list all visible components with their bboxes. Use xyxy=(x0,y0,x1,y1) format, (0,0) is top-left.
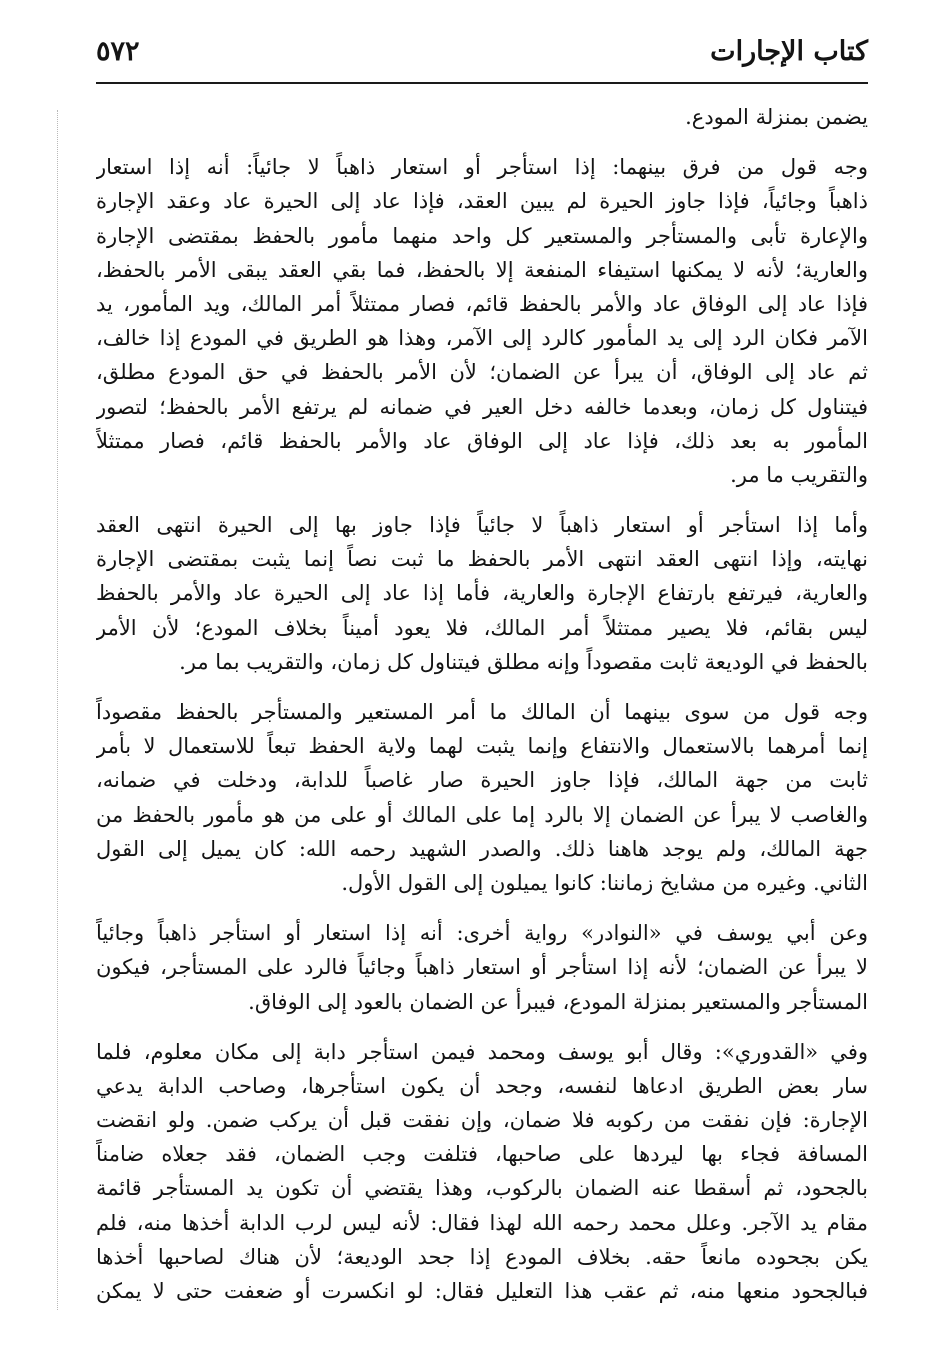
text-line: جهة المالك، ولم يوجد هاهنا ذلك. والصدر الشهيد رحمه الله: كان يميل إلى القول xyxy=(96,836,868,861)
text-line: الثاني. وغيره من مشايخ زماننا: كانوا يميلون إلى القول الأول. xyxy=(341,870,868,895)
page-number: ٥٧٢ xyxy=(96,36,140,67)
text-line: والتقريب ما مر. xyxy=(730,462,868,487)
text-line: فبالجحود منعها منه، ثم عقب هذا التعليل فقال: لو انكسرت أو ضعفت حتى لا يمكن xyxy=(96,1279,868,1303)
paragraph-gap xyxy=(96,134,868,150)
text-line: يكن بجحوده مانعاً حقه. بخلاف المودع إذا جحد الوديعة؛ لأن هناك لصاحبها أخذها xyxy=(96,1244,868,1269)
paragraph xyxy=(96,150,868,492)
paragraph-gap xyxy=(96,900,868,916)
running-header xyxy=(96,28,868,84)
text-line: والعارية، فيرتفع بارتفاع الإجارة والعارية، فأما إذا عاد إلى الحيرة عاد والأمر بالحفظ xyxy=(96,581,868,606)
text-line: ذاهباً وجائياً، فإذا جاوز الحيرة لم يبين العقد، فإذا عاد إلى الحيرة عاد وعقد الإجارة xyxy=(96,189,868,214)
paragraph-gap xyxy=(96,492,868,508)
text-line: ثابت من جهة المالك، فإذا جاوز الحيرة صار غاصباً للدابة، ودخلت في ضمانه، xyxy=(96,768,868,793)
text-line: الإجارة: فإن نفقت من ركوبه فلا ضمان، وإن نفقت قبل أن يركب ضمن. ولو انقضت xyxy=(96,1108,868,1133)
paragraph-list xyxy=(96,100,868,1308)
text-line: المسافة فجاء بها ليردها على صاحبها، فتلفت وجب الضمان، فقد جعلاه ضامناً xyxy=(96,1142,868,1167)
text-line: لا يبرأ عن الضمان؛ لأنه إذا استأجر أو استعار ذاهباً وجائياً فالرد على المستأجر، فيكون xyxy=(96,955,868,980)
text-line: يضمن بمنزلة المودع. xyxy=(685,105,868,129)
chapter-title: كتاب الإجارات xyxy=(710,36,868,67)
paragraph-gap xyxy=(96,679,868,695)
text-line: والإعارة تأبى والمستأجر والمستعير كل واحد منهما مأمور بالحفظ بمقتضى الإجارة xyxy=(96,223,868,248)
paragraph xyxy=(96,1035,868,1309)
text-line: وأما إذا استأجر أو استعار ذاهباً لا جائياً فإذا جاوز بها إلى الحيرة انتهى العقد xyxy=(96,513,868,538)
paragraph xyxy=(96,508,868,679)
text-line: بالجحود، ثم أسقطا عنه الضمان بالركوب، وهذا يقتضي أن تكون يد المستأجر قائمة xyxy=(96,1176,868,1201)
paragraph xyxy=(96,100,868,134)
page-body xyxy=(96,100,868,1340)
text-line: وعن أبي يوسف في «النوادر» رواية أخرى: أنه إذا استعار أو استأجر ذاهباً وجائياً xyxy=(96,921,868,946)
text-line: سار بعض الطريق ادعاها لنفسه، وجحد أن يكون استأجرها، وصاحب الدابة يدعي xyxy=(96,1073,868,1098)
text-line: مقام يد الآجر. وعلل محمد رحمه الله لهذا فقال: لأنه ليس لرب الدابة أخذها منه، فلم xyxy=(96,1210,868,1235)
text-line: الآمر فكان الرد إلى يد المأمور كالرد إلى الآمر، وهذا هو الطريق في المودع إذا خالف، xyxy=(96,326,868,351)
paragraph xyxy=(96,695,868,900)
text-line: المأمور به بعد ذلك، فإذا عاد إلى الوفاق عاد والأمر بالحفظ قائم، فصار ممتثلاً xyxy=(96,428,868,453)
text-line: ثم عاد إلى الوفاق، أن يبرأ عن الضمان؛ لأن الأمر بالحفظ في حق المودع مطلق، xyxy=(96,360,868,385)
text-line: بالحفظ في الوديعة ثابت مقصوداً وإنه مطلق فيتناول كل زمان، والتقريب بما مر. xyxy=(179,649,868,674)
text-line: فيتناول كل زمان، وبعدما خالفه دخل العير في ضمانه لم يرتفع الأمر بالحفظ؛ لتصور xyxy=(96,394,868,419)
text-line: وجه قول من فرق بينهما: إذا استأجر أو استعار ذاهباً لا جائياً: أنه إذا استعار xyxy=(96,155,868,180)
text-line: وفي «القدوري»: وقال أبو يوسف ومحمد فيمن استأجر دابة إلى مكان معلوم، فلما xyxy=(96,1039,868,1064)
text-line: نهايته، وإذا انتهى العقد انتهى الأمر بالحفظ ما ثبت نصاً إنما يثبت بمقتضى الإجارة xyxy=(96,547,868,572)
text-line: المستأجر والمستعير بمنزلة المودع، فيبرأ عن الضمان بالعود إلى الوفاق. xyxy=(248,989,868,1014)
text-line: فإذا عاد إلى الوفاق عاد والأمر بالحفظ قائم، فصار ممتثلاً أمر المالك، ويد المأمور، يد xyxy=(96,291,868,316)
text-line: وجه قول من سوى بينهما أن المالك ما أمر المستعير والمستأجر بالحفظ مقصوداً xyxy=(96,700,868,724)
margin-rule xyxy=(57,110,58,1310)
paragraph xyxy=(96,916,868,1019)
text-line: والعارية؛ لأنه لا يمكنها استيفاء المنفعة إلا بالحفظ، فما بقي العقد يبقى الأمر بالحفظ، xyxy=(96,257,868,282)
text-line: ليس بقائم، فلا يصير ممتثلاً أمر المالك، فلا يعود أميناً بخلاف المودع؛ لأن الأمر xyxy=(96,615,868,640)
text-line: والغاصب لا يبرأ عن الضمان إلا بالرد إما على المالك أو على من هو مأمور بالحفظ من xyxy=(96,802,868,827)
paragraph-gap xyxy=(96,1019,868,1035)
text-line: إنما أمرهما بالاستعمال والانتفاع وإنما يثبت لهما ولاية الحفظ تبعاً للاستعمال لا بأمر xyxy=(96,734,868,759)
